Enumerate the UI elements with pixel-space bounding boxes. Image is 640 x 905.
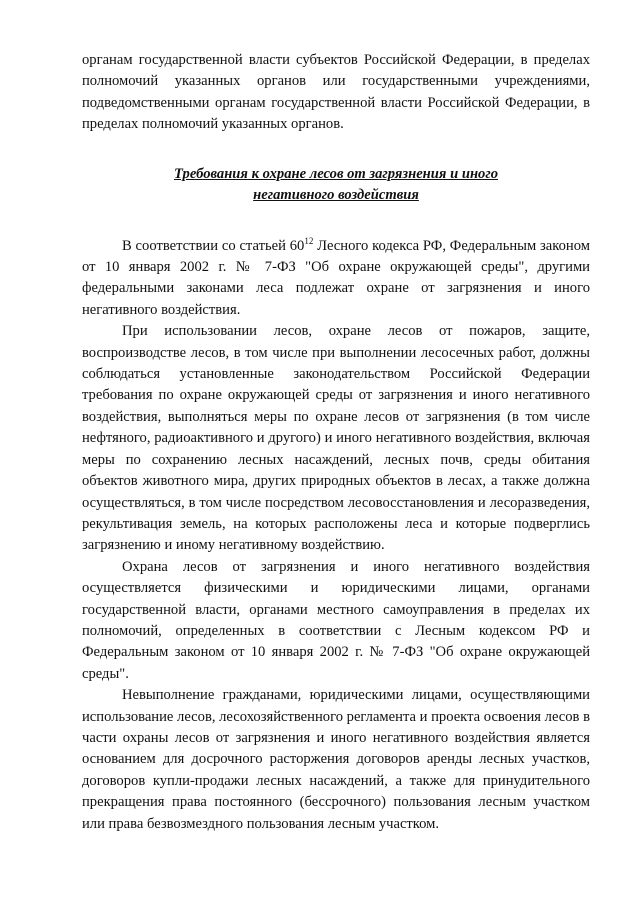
article-superscript: 12 [304,235,314,246]
paragraph-forest-protection-actors: Охрана лесов от загрязнения и иного негативного воздействия осуществляется физическими и юридическими лицами, органами государственной власти, органами местного самоуправления в пределах их полномочий, определенных в соответствии с Лесным кодексом РФ и Федеральным законом от 10 января 2002 г. № 7-ФЗ "Об охране окружающей среды". [82,558,590,682]
paragraph-noncompliance-consequences: Невыполнение гражданами, юридическими лицами, осуществляющими использование лесов, лесохозяйственного регламента и проекта освоения лесов в части охраны лесов от загрязнения и иного негативного воздействия является основанием для досрочного расторжения договоров аренды лесных участков, договоров купли-продажи лесных насаждений, а также для принудительного прекращения права постоянного (бессрочного) пользования лесным участком или права безвозмездного пользования лесным участком. [82,687,590,832]
paragraph-article-60-12 [82,236,590,322]
section-heading: Требования к охране лесов от загрязнения и иного негативного воздействия [173,165,499,203]
paragraph-text-end: Лесного кодекса РФ, Федеральным законом от 10 января 2002 г. № 7-ФЗ "Об охране окружающей среды", другими федеральными законами леса подлежат охране от загрязнения и иного негативного воздействия. [82,237,590,318]
document-page [82,50,590,835]
paragraph-text-start: В соответствии со статьей 60 [122,237,305,254]
intro-paragraph: органам государственной власти субъектов Российской Федерации, в пределах полномочий указанных органов или государственными учреждениями, подведомственными органам государственной власти Российской Федерации, в пределах полномочий указанных органов. [82,52,590,133]
paragraph-forest-use-requirements: При использовании лесов, охране лесов от пожаров, защите, воспроизводстве лесов, в том числе при выполнении лесосечных работ, должны соблюдаться установленные законодательством Российской Федерации требования по охране окружающей среды от загрязнения и иного негативного воздействия, выполняться меры по охране лесов от загрязнения (в том числе нефтяного, радиоактивного и другого) и иного негативного воздействия, включая меры по сохранению лесных насаждений, лесных почв, среды обитания объектов животного мира, других природных объектов в лесах, а также должна осуществляться, в том числе посредством лесовосстановления и лесоразведения, рекультивация земель, на которых расположены леса и которые подверглись загрязнению и иному негативному воздействию. [82,323,590,554]
